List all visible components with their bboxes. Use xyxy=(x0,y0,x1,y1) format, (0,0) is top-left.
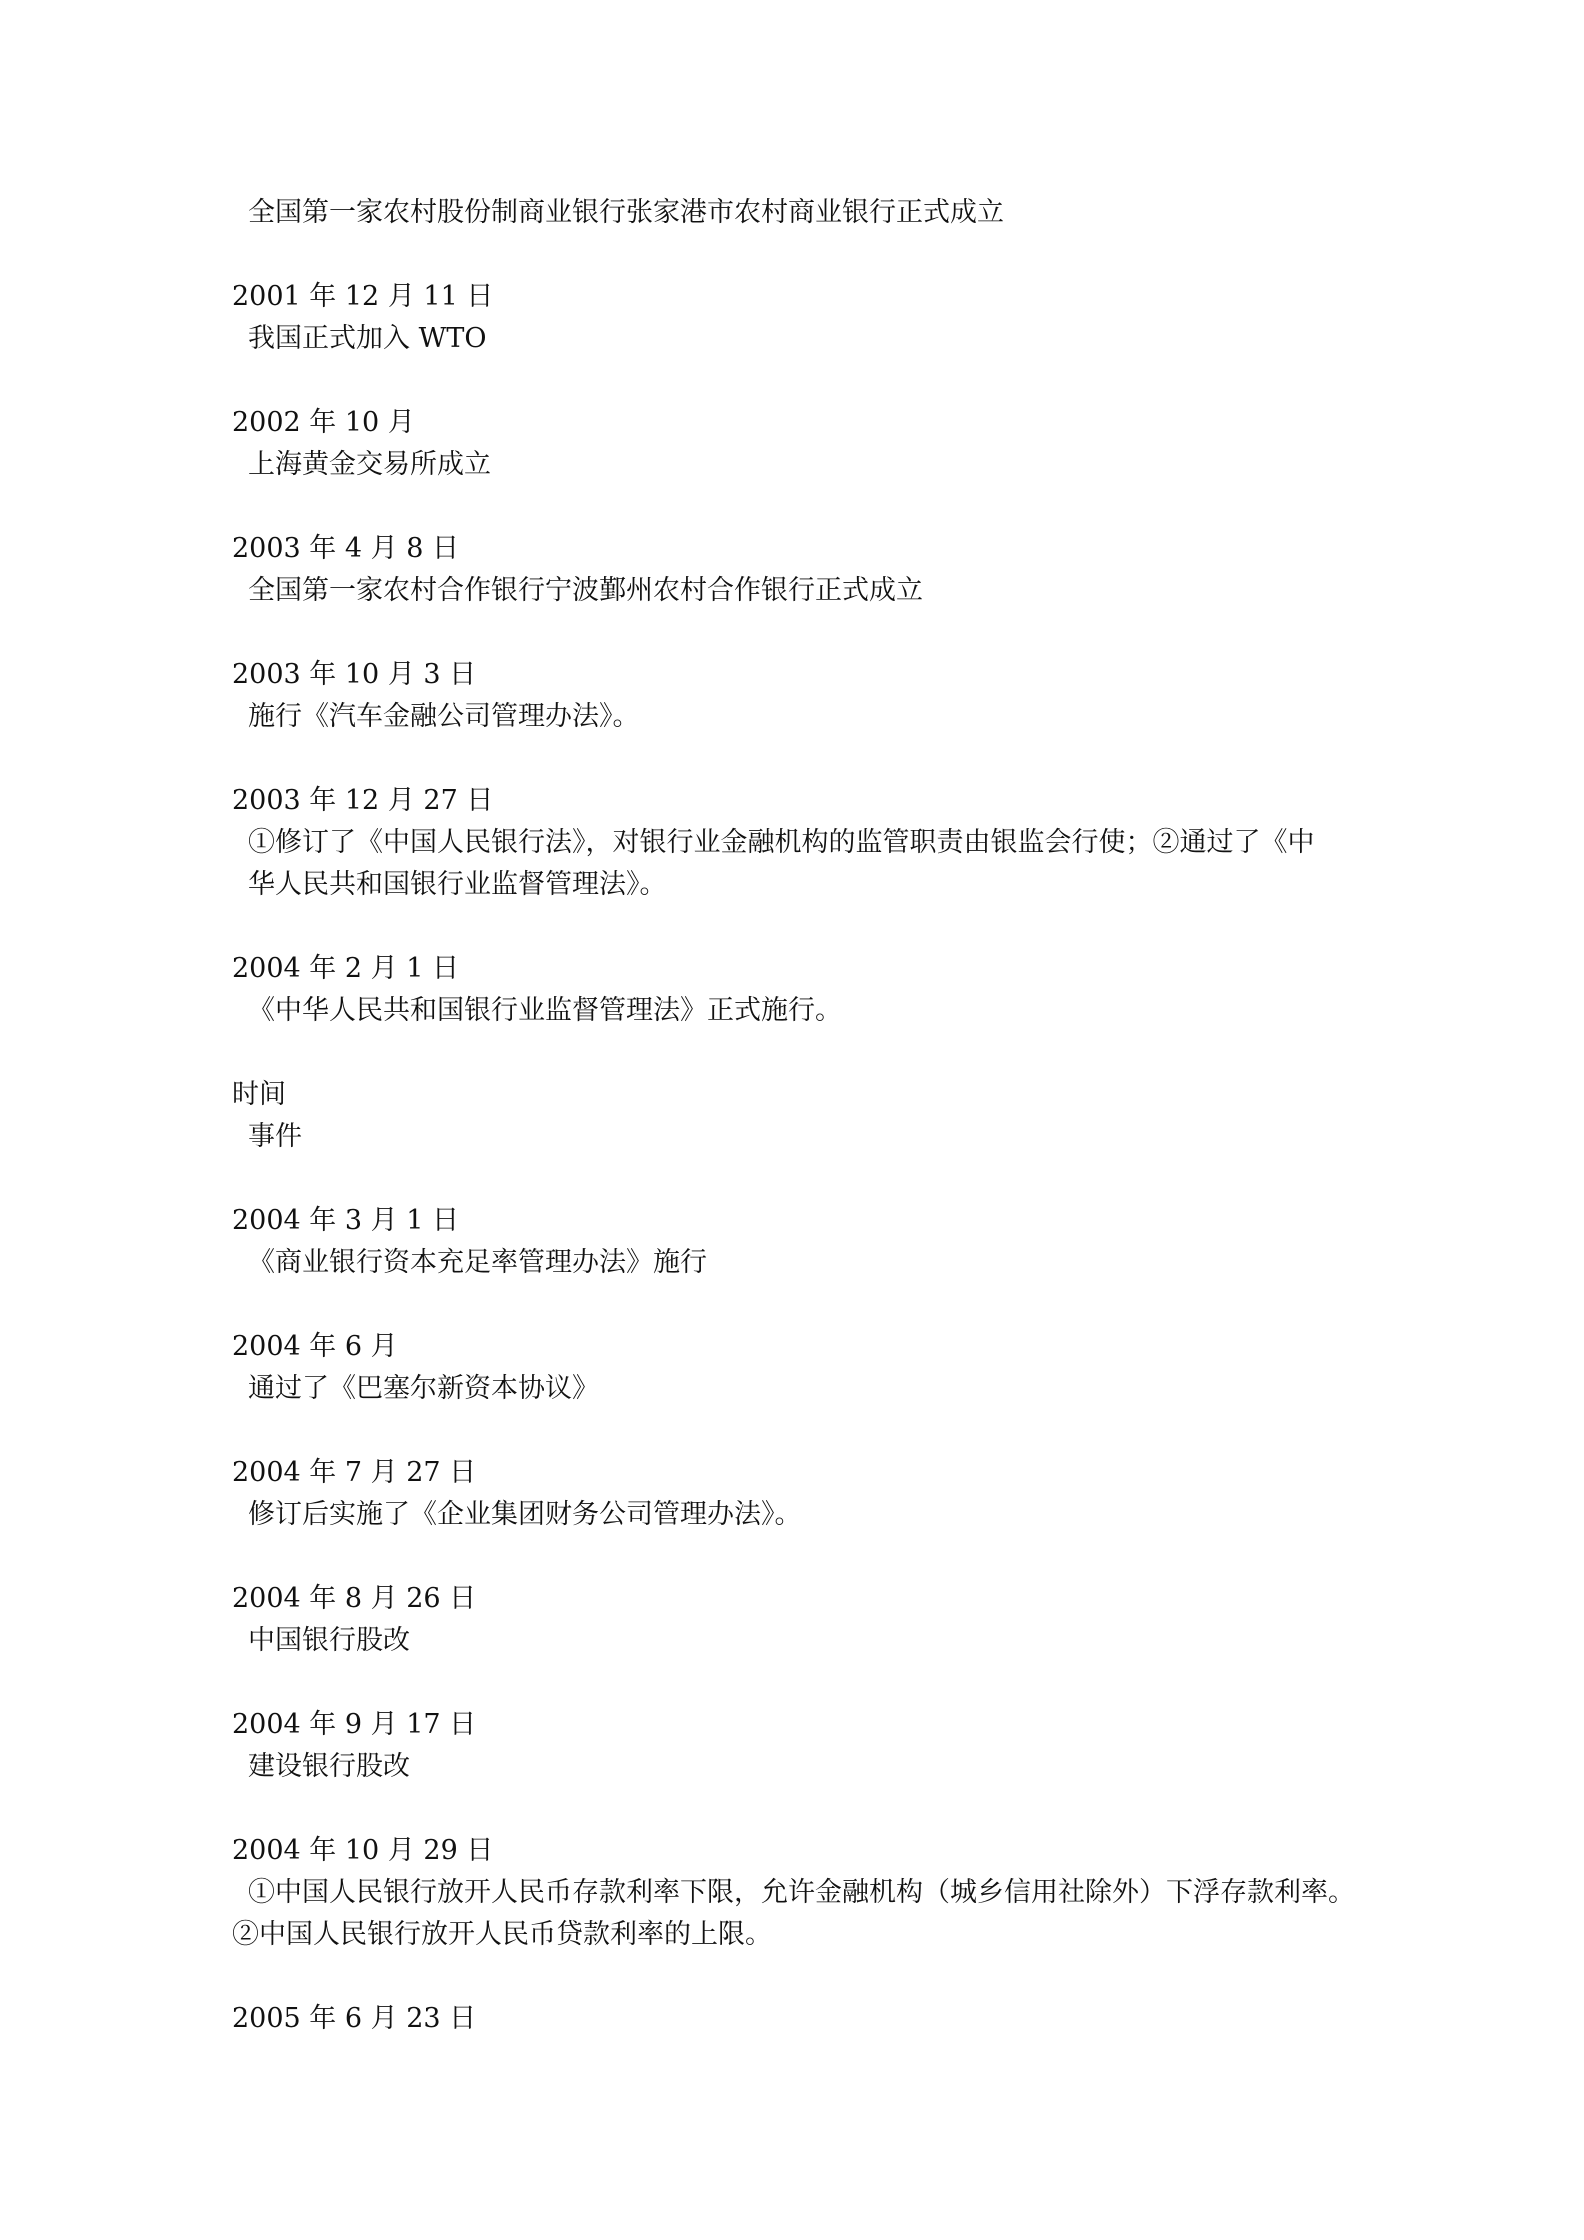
event-text: 通过了《巴塞尔新资本协议》 xyxy=(248,1373,599,1404)
date-line: 2001 年 12 月 11 日 xyxy=(232,281,494,312)
event-text: 中国银行股改 xyxy=(248,1625,410,1656)
event-text: 全国第一家农村合作银行宁波鄞州农村合作银行正式成立 xyxy=(248,575,923,606)
event-text: 施行《汽车金融公司管理办法》。 xyxy=(248,701,640,732)
event-text: 华人民共和国银行业监督管理法》。 xyxy=(248,869,667,900)
date-line: 2004 年 8 月 26 日 xyxy=(232,1583,477,1614)
event-text: 《中华人民共和国银行业监督管理法》正式施行。 xyxy=(248,995,842,1026)
date-line: 2003 年 4 月 8 日 xyxy=(232,533,459,564)
date-line: 2004 年 10 月 29 日 xyxy=(232,1835,494,1866)
event-text: ②中国人民银行放开人民币贷款利率的上限。 xyxy=(232,1919,772,1950)
event-text: 《商业银行资本充足率管理办法》施行 xyxy=(248,1247,707,1278)
date-line: 2004 年 7 月 27 日 xyxy=(232,1457,477,1488)
event-text: ①修订了《中国人民银行法》，对银行业金融机构的监管职责由银监会行使；②通过了《中 xyxy=(248,827,1315,858)
date-line: 2004 年 3 月 1 日 xyxy=(232,1205,459,1236)
table-header-event: 事件 xyxy=(248,1121,302,1152)
event-text: 上海黄金交易所成立 xyxy=(248,449,491,480)
event-text: 建设银行股改 xyxy=(248,1751,410,1782)
event-text: 全国第一家农村股份制商业银行张家港市农村商业银行正式成立 xyxy=(248,197,1004,228)
event-text: 我国正式加入 WTO xyxy=(248,323,487,354)
table-header-time: 时间 xyxy=(232,1079,286,1110)
date-line: 2004 年 6 月 xyxy=(232,1331,398,1362)
date-line: 2004 年 9 月 17 日 xyxy=(232,1709,477,1740)
date-line: 2004 年 2 月 1 日 xyxy=(232,953,459,984)
event-text: 修订后实施了《企业集团财务公司管理办法》。 xyxy=(248,1499,802,1530)
date-line: 2002 年 10 月 xyxy=(232,407,415,438)
date-line: 2003 年 10 月 3 日 xyxy=(232,659,477,690)
date-line: 2003 年 12 月 27 日 xyxy=(232,785,494,816)
event-text: ①中国人民银行放开人民币存款利率下限，允许金融机构（城乡信用社除外）下浮存款利率。 xyxy=(248,1877,1355,1908)
date-line: 2005 年 6 月 23 日 xyxy=(232,2003,477,2034)
